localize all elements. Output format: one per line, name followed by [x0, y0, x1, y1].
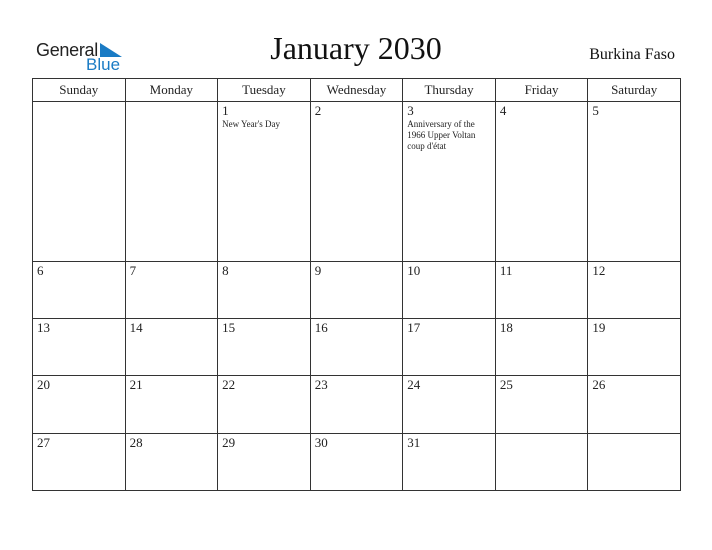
day-cell [218, 433, 311, 490]
day-cell [403, 433, 496, 490]
day-number: 22 [222, 377, 236, 393]
day-cell [403, 102, 496, 262]
day-number: 29 [222, 434, 236, 450]
day-cell [403, 319, 496, 376]
weekday-header: Thursday [403, 79, 496, 102]
week-row [33, 376, 681, 433]
day-number: 12 [592, 262, 606, 278]
day-cell [588, 102, 681, 262]
day-number: 26 [592, 377, 606, 393]
day-number: 1 [222, 103, 229, 118]
holiday-label: Anniversary of the 1966 Upper Voltan coup d'état [407, 119, 476, 151]
day-number: 14 [129, 320, 143, 336]
day-cell [495, 433, 588, 490]
day-cell [495, 261, 588, 318]
day-cell [125, 376, 218, 433]
day-number: 5 [592, 103, 599, 118]
day-number: 18 [499, 320, 513, 336]
day-number: 21 [129, 377, 143, 393]
day-number: 20 [37, 377, 50, 393]
day-cell [33, 102, 126, 262]
day-number: 15 [222, 320, 236, 336]
day-number: 2 [314, 103, 322, 118]
day-cell [218, 376, 311, 433]
day-cell [588, 433, 681, 490]
day-cell [218, 102, 311, 262]
calendar-grid [32, 78, 681, 491]
page-title: January 2030 [270, 30, 442, 66]
week-row [33, 261, 681, 318]
day-number: 28 [129, 434, 143, 450]
day-number: 30 [314, 434, 328, 450]
day-number: 27 [37, 434, 50, 450]
day-number: 8 [222, 262, 229, 278]
day-cell [33, 261, 126, 318]
weekday-header: Tuesday [218, 79, 311, 102]
week-row [33, 102, 681, 262]
country-label: Burkina Faso [589, 46, 675, 63]
day-number: 11 [499, 262, 513, 278]
week-row [33, 433, 681, 490]
day-cell [310, 433, 403, 490]
day-number: 24 [407, 377, 421, 393]
day-number: 19 [592, 320, 606, 336]
day-cell [125, 261, 218, 318]
day-cell [495, 102, 588, 262]
logo-text-general: General [36, 40, 98, 60]
day-cell [588, 261, 681, 318]
day-cell [310, 376, 403, 433]
day-cell [310, 319, 403, 376]
day-cell [310, 102, 403, 262]
day-cell [310, 261, 403, 318]
logo-text-blue: Blue [86, 55, 121, 74]
day-cell [495, 319, 588, 376]
day-cell [403, 261, 496, 318]
day-number: 13 [37, 320, 50, 336]
day-number: 4 [499, 103, 507, 118]
day-number: 7 [129, 262, 137, 278]
day-number: 23 [314, 377, 328, 393]
weekday-header: Friday [495, 79, 588, 102]
weekday-header: Monday [125, 79, 218, 102]
day-number: 17 [407, 320, 421, 336]
day-number: 16 [314, 320, 328, 336]
day-number: 6 [37, 262, 44, 278]
day-number: 9 [314, 262, 322, 278]
day-cell [125, 102, 218, 262]
weekday-header-row [33, 79, 681, 102]
day-cell [403, 376, 496, 433]
day-cell [218, 261, 311, 318]
week-row [33, 319, 681, 376]
day-cell [495, 376, 588, 433]
day-cell [218, 319, 311, 376]
day-number: 31 [407, 434, 421, 450]
day-cell [33, 319, 126, 376]
day-cell [125, 433, 218, 490]
day-number: 25 [499, 377, 513, 393]
day-cell [33, 376, 126, 433]
day-number: 3 [407, 103, 414, 118]
holiday-label: New Year's Day [222, 119, 280, 129]
day-cell [588, 376, 681, 433]
day-cell [588, 319, 681, 376]
day-cell [33, 433, 126, 490]
weekday-header: Wednesday [310, 79, 403, 102]
weekday-header: Saturday [588, 79, 681, 102]
day-cell [125, 319, 218, 376]
weekday-header: Sunday [33, 79, 126, 102]
day-number: 10 [407, 262, 421, 278]
